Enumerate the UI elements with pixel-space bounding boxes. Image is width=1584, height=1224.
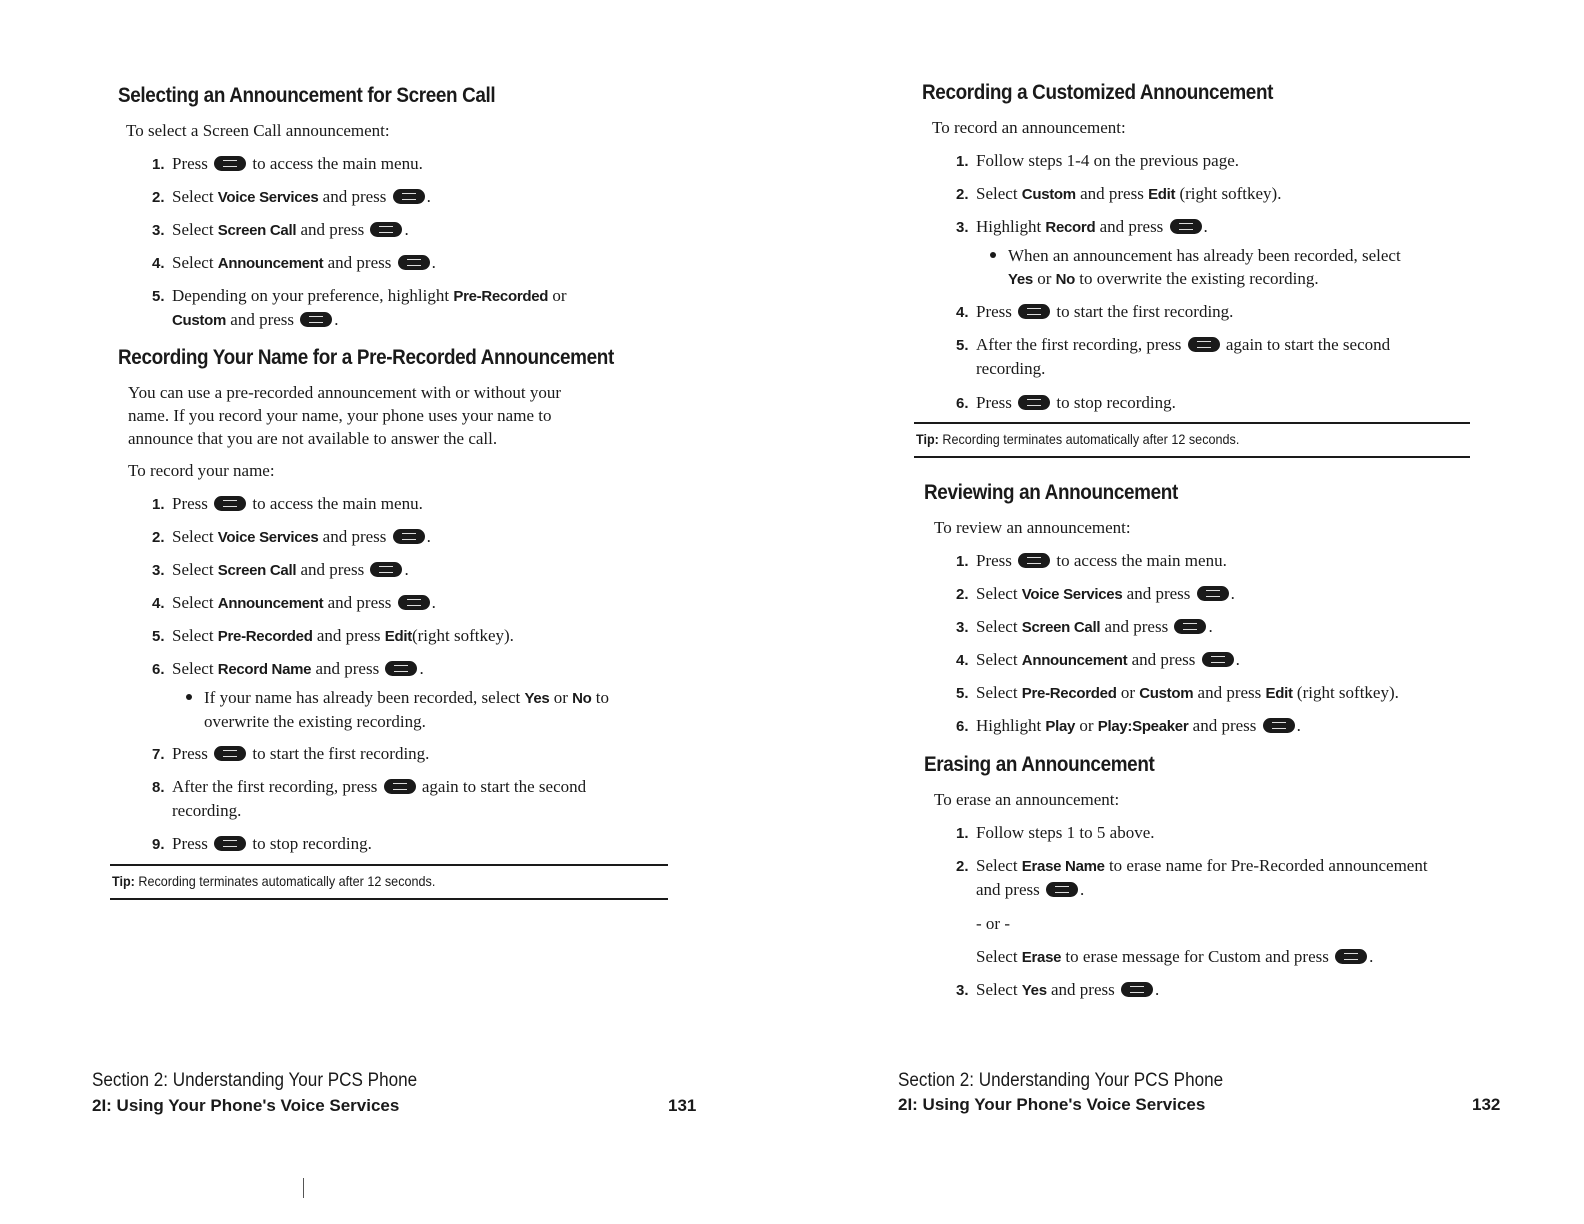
step-2-alt: Select Erase to erase message for Custom and press . xyxy=(976,947,1374,966)
step-6: 6. Press to stop recording. xyxy=(956,393,1176,412)
step-3: 3. Select Yes and press . xyxy=(956,980,1160,999)
step-3: 3. Select Screen Call and press . xyxy=(152,560,409,579)
tip-text: Recording terminates automatically after 12 seconds. xyxy=(138,873,436,889)
section-heading: Selecting an Announcement for Screen Call xyxy=(118,84,496,107)
tip-text: Recording terminates automatically after 12 seconds. xyxy=(942,431,1240,447)
right-page xyxy=(800,0,1584,1224)
step-1: 1. Press to access the main menu. xyxy=(152,154,423,173)
menu-key-icon xyxy=(214,746,246,761)
footer-chapter: 2I: Using Your Phone's Voice Services xyxy=(898,1095,1206,1114)
menu-key-icon xyxy=(214,496,246,511)
menu-key-icon xyxy=(1197,586,1229,601)
menu-key-icon xyxy=(385,661,417,676)
footer-chapter: 2I: Using Your Phone's Voice Services xyxy=(92,1096,400,1115)
step-8: 8. After the first recording, press again to start the second recording. xyxy=(152,777,587,820)
section-heading: Reviewing an Announcement xyxy=(924,481,1178,504)
bullet-note: If your name has already been recorded, select Yes or No to overwrite the existing recording. xyxy=(186,686,609,733)
menu-key-icon xyxy=(393,529,425,544)
intro-text: To select a Screen Call announcement: xyxy=(126,121,390,140)
menu-key-icon xyxy=(370,222,402,237)
intro-text: To record an announcement: xyxy=(932,118,1126,137)
intro-text: To record your name: xyxy=(128,461,275,480)
step-4: 4. Select Announcement and press . xyxy=(152,593,436,612)
step-6: 6. Highlight Play or Play:Speaker and press . xyxy=(956,716,1301,735)
menu-key-icon xyxy=(1174,619,1206,634)
step-2: 2. Select Voice Services and press . xyxy=(152,187,431,206)
step-5: 5. Depending on your preference, highlight Pre-Recorded or Custom and press . xyxy=(152,286,567,329)
step-5: 5. After the first recording, press again to start the second recording. xyxy=(956,335,1391,378)
step-3: 3. Select Screen Call and press . xyxy=(152,220,409,239)
step-7: 7. Press to start the first recording. xyxy=(152,744,430,763)
menu-key-icon xyxy=(384,779,416,794)
menu-key-icon xyxy=(370,562,402,577)
step-4: 4. Select Announcement and press . xyxy=(956,650,1240,669)
menu-key-icon xyxy=(1263,718,1295,733)
step-5: 5. Select Pre-Recorded and press Edit(right softkey). xyxy=(152,626,514,645)
menu-key-icon xyxy=(393,189,425,204)
left-page xyxy=(0,0,790,1224)
footer-section: Section 2: Understanding Your PCS Phone xyxy=(92,1070,418,1091)
step-2: 2. Select Erase Name to erase name for Pre-Recorded announcement and press . xyxy=(956,856,1428,899)
bullet-note: When an announcement has already been recorded, select Yes or No to overwrite the existing recording. xyxy=(990,244,1401,291)
menu-key-icon xyxy=(214,836,246,851)
section-heading: Recording a Customized Announcement xyxy=(922,81,1274,104)
step-1: 1. Press to access the main menu. xyxy=(152,494,423,513)
section-heading: Erasing an Announcement xyxy=(924,753,1155,776)
section-heading: Recording Your Name for a Pre-Recorded Announcement xyxy=(118,346,614,369)
step-1: 1. Follow steps 1-4 on the previous page. xyxy=(956,151,1239,170)
step-1: 1. Follow steps 1 to 5 above. xyxy=(956,823,1155,842)
menu-key-icon xyxy=(398,255,430,270)
footer-section: Section 2: Understanding Your PCS Phone xyxy=(898,1070,1224,1091)
scan-mark xyxy=(303,1178,304,1198)
menu-key-icon xyxy=(1046,882,1078,897)
page-number: 132 xyxy=(1472,1095,1501,1114)
or-separator: - or - xyxy=(976,914,1010,933)
menu-key-icon xyxy=(214,156,246,171)
step-3: 3. Select Screen Call and press . xyxy=(956,617,1213,636)
menu-key-icon xyxy=(1202,652,1234,667)
menu-key-icon xyxy=(1018,553,1050,568)
tip-box xyxy=(110,864,668,900)
paragraph: You can use a pre-recorded announcement with or without your name. If you record your name, your phone uses your name to announce that you are not available to answer the call. xyxy=(128,383,562,448)
tip-box xyxy=(914,422,1470,458)
tip-label: Tip: xyxy=(916,431,939,447)
step-9: 9. Press to stop recording. xyxy=(152,834,372,853)
menu-key-icon xyxy=(1335,949,1367,964)
menu-key-icon xyxy=(1188,337,1220,352)
menu-key-icon xyxy=(398,595,430,610)
menu-key-icon xyxy=(1018,395,1050,410)
intro-text: To review an announcement: xyxy=(934,518,1131,537)
menu-key-icon xyxy=(1170,219,1202,234)
step-1: 1. Press to access the main menu. xyxy=(956,551,1227,570)
step-6: 6. Select Record Name and press . xyxy=(152,659,424,678)
menu-key-icon xyxy=(1121,982,1153,997)
step-4: 4. Select Announcement and press . xyxy=(152,253,436,272)
step-2: 2. Select Voice Services and press . xyxy=(152,527,431,546)
step-4: 4. Press to start the first recording. xyxy=(956,302,1234,321)
bullet-icon xyxy=(990,252,996,258)
intro-text: To erase an announcement: xyxy=(934,790,1120,809)
tip-label: Tip: xyxy=(112,873,135,889)
step-2: 2. Select Custom and press Edit (right softkey). xyxy=(956,184,1282,203)
menu-key-icon xyxy=(300,312,332,327)
menu-key-icon xyxy=(1018,304,1050,319)
bullet-icon xyxy=(186,694,192,700)
step-5: 5. Select Pre-Recorded or Custom and press Edit (right softkey). xyxy=(956,683,1399,702)
step-2: 2. Select Voice Services and press . xyxy=(956,584,1235,603)
step-3: 3. Highlight Record and press . xyxy=(956,217,1208,236)
page-number: 131 xyxy=(668,1096,697,1115)
